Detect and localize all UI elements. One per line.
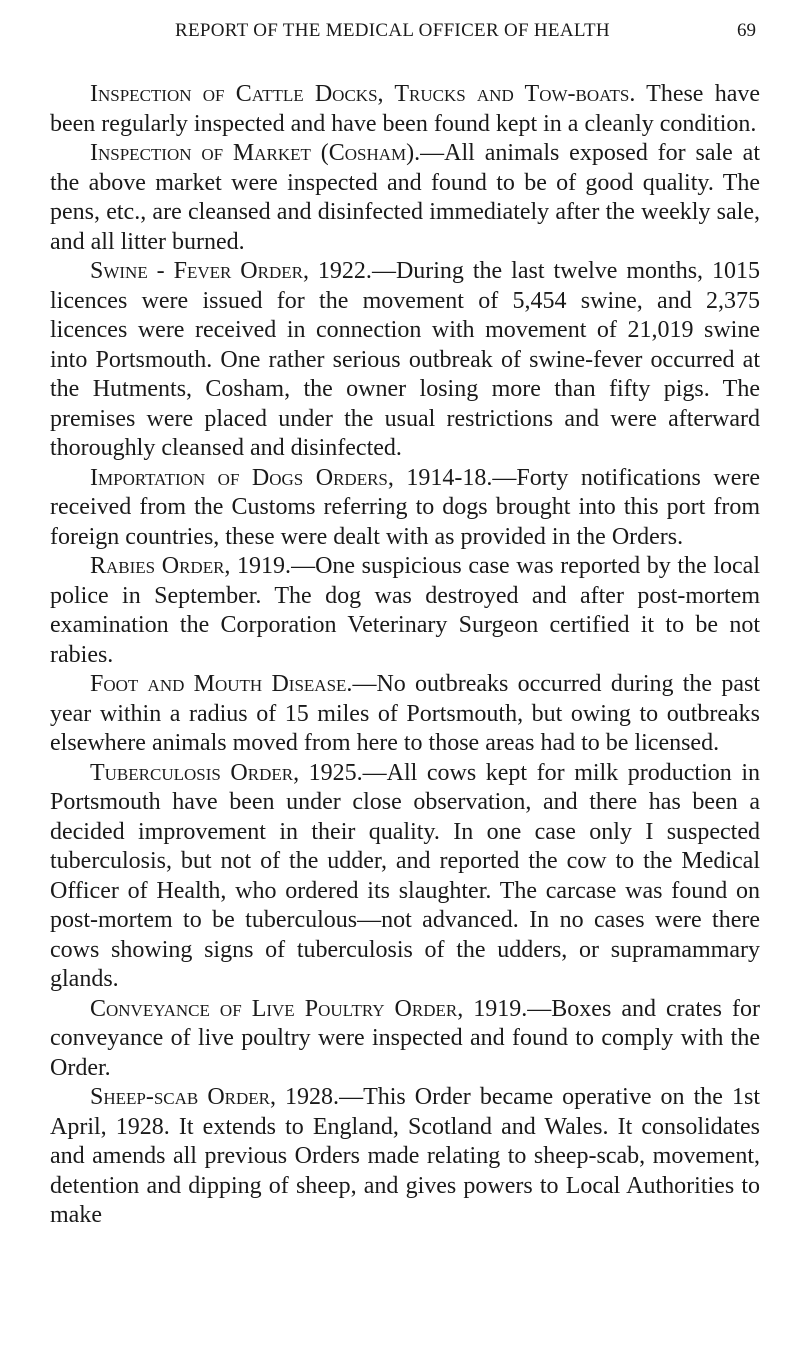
paragraph-cattle-docks — [50, 80, 760, 139]
paragraph-text: —During the last twelve months, 1015 licences were issued for the movement of 5,454 swine, and 2,375 licences were received in connection with movement of 21,019 swine into Portsmouth. One rather serious outbreak of swine-fever occurred at the Hutments, Cosham, the owner losing more than fifty pigs. The premises were placed under the usual restrictions and were afterward thoroughly cleansed and disinfected. — [50, 258, 760, 461]
paragraph-market-cosham — [50, 139, 760, 257]
paragraph-importation-of-dogs — [50, 464, 760, 553]
paragraph-heading: Tuberculosis Order, 1925. — [90, 759, 363, 786]
paragraph-text: —Forty notifications were received from the Customs referring to dogs brought into this port from foreign countries, these were dealt with as provided in the Orders. — [50, 464, 760, 550]
page-number: 69 — [737, 20, 756, 41]
paragraph-text: —All cows kept for milk production in Portsmouth have been under close observation, and there has been a decided improvement in their quality. In one case only I suspected tuberculosis, but not of the udder, and reported the cow to the Medical Officer of Health, who ordered its slaughter. The carcase was found on post-mortem to be tuberculous—not advanced. In no cases were there cows showing signs of tuberculosis of the udders, or supramammary glands. — [50, 759, 760, 992]
paragraph-text: —This Order became operative on the 1st April, 1928. It extends to England, Scotland and Wales. It consolidates and amends all previous Orders made relating to sheep-scab, movement, detention and dipping of sheep, and gives powers to Local Authorities to make — [50, 1084, 760, 1228]
paragraph-swine-fever — [50, 257, 760, 464]
paragraph-live-poultry — [50, 995, 760, 1084]
paragraph-text: —Boxes and crates for conveyance of live poultry were inspected and found to comply with the Order. — [50, 995, 760, 1081]
paragraph-heading: Sheep-scab Order, 1928. — [90, 1084, 340, 1110]
paragraph-foot-and-mouth — [50, 670, 760, 759]
paragraph-heading: Inspection of Market (Cosham). — [90, 140, 421, 166]
paragraph-text: —One suspicious case was reported by the local police in September. The dog was destroyed and after post-mortem examination the Corporation Veterinary Surgeon certified it to be not rabies. — [50, 553, 761, 668]
paragraph-heading: Foot and Mouth Disease. — [90, 671, 353, 697]
paragraph-heading: Rabies Order, 1919. — [90, 553, 292, 579]
paragraph-tuberculosis — [50, 759, 760, 995]
page-header — [0, 18, 801, 48]
paragraph-heading: Conveyance of Live Poultry Order, 1919. — [90, 995, 528, 1022]
paragraph-heading: Swine - Fever Order, 1922. — [90, 258, 372, 284]
body-text — [50, 80, 760, 1231]
paragraph-heading: Inspection of Cattle Docks, Trucks and Tow-boats. — [90, 81, 636, 107]
paragraph-text: These have been regularly inspected and have been found kept in a cleanly condition. — [50, 81, 760, 137]
paragraph-heading: Importation of Dogs Orders, 1914-18. — [90, 464, 493, 491]
paragraph-text: —All animals exposed for sale at the above market were inspected and found to be of good quality. The pens, etc., are cleansed and disinfected immediately after the weekly sale, and all litter burned. — [50, 140, 760, 255]
paragraph-text: —No outbreaks occurred during the past year within a radius of 15 miles of Portsmouth, but owing to outbreaks elsewhere animals moved from here to those areas had to be licensed. — [50, 671, 761, 756]
paragraph-sheep-scab — [50, 1083, 760, 1231]
paragraph-rabies — [50, 552, 760, 670]
running-head: REPORT OF THE MEDICAL OFFICER OF HEALTH — [175, 20, 610, 41]
